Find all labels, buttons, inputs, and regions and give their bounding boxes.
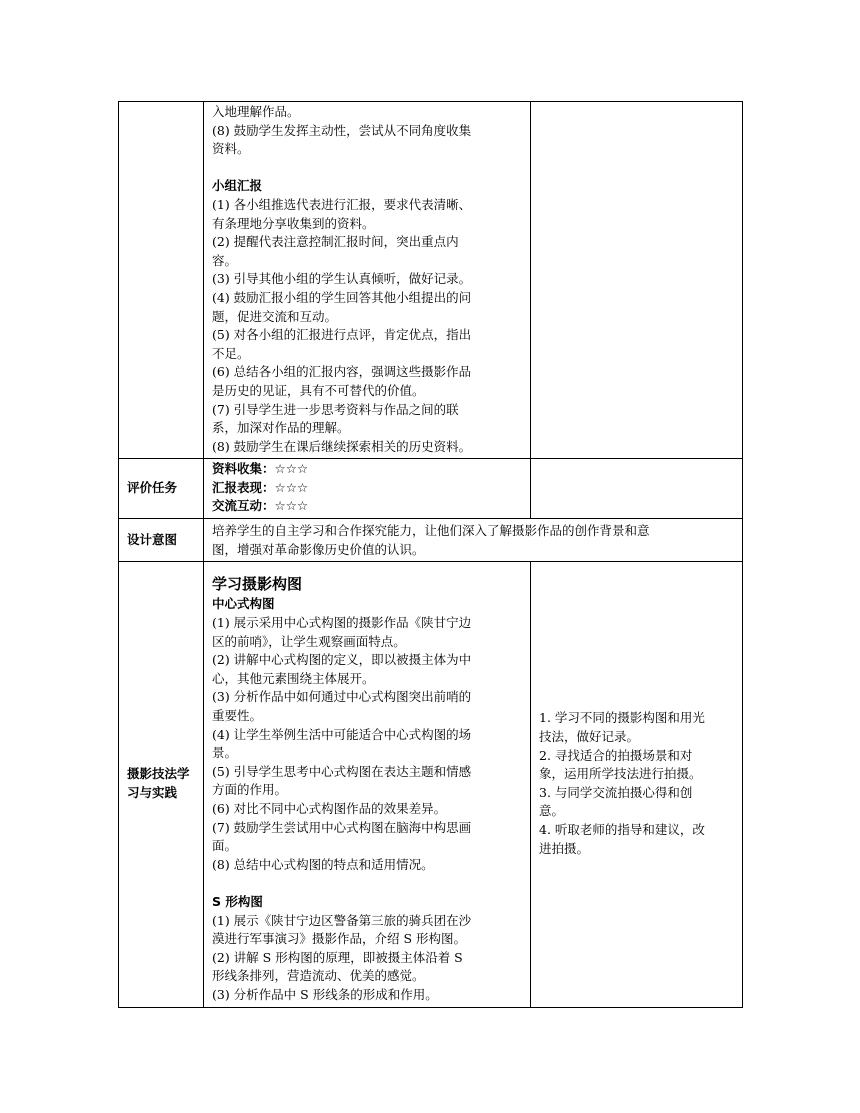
evaluation-row <box>119 459 743 519</box>
student-activity-item: 4. 听取老师的指导和建议，改 <box>539 822 705 838</box>
s-composition-heading: S 形构图 <box>212 893 263 909</box>
center-item: (6) 对比不同中心式构图作品的效果差异。 <box>212 801 447 816</box>
report-item: 不足。 <box>212 345 250 361</box>
evaluation-item <box>212 460 522 479</box>
report-item: 系，加深对作品的理解。 <box>212 420 350 436</box>
center-item: (4) 让学生举例生活中可能适合中心式构图的场 <box>212 726 472 742</box>
text-line: (8) 鼓励学生发挥主动性，尝试从不同角度收集 <box>212 122 472 138</box>
section-title: 学习摄影构图 <box>212 575 303 594</box>
evaluation-item <box>212 479 522 498</box>
design-label: 设计意图 <box>119 519 204 562</box>
practice-label <box>119 562 204 1007</box>
report-item: (4) 鼓励汇报小组的学生回答其他小组提出的问 <box>212 289 472 305</box>
center-item: (2) 讲解中心式构图的定义，即以被摄主体为中 <box>212 652 472 668</box>
practice-label-line: 摄影技法学 <box>127 766 190 782</box>
practice-label-line: 习与实践 <box>127 785 178 800</box>
report-item: (8) 鼓励学生在课后继续探索相关的历史资料。 <box>212 438 472 454</box>
s-item: 形线条排列，营造流动、优美的感觉。 <box>212 968 425 984</box>
report-item: 题，促进交流和互动。 <box>212 308 338 324</box>
report-item: (7) 引导学生进一步思考资料与作品之间的联 <box>212 401 459 417</box>
group-report-heading: 小组汇报 <box>212 178 263 194</box>
design-row <box>119 519 743 562</box>
center-item: 面。 <box>212 838 238 854</box>
student-activity-item: 1. 学习不同的摄影构图和用光 <box>539 710 705 726</box>
center-item: (1) 展示采用中心式构图的摄影作品《陕甘宁边 <box>212 615 472 631</box>
design-line: 图，增强对革命影像历史价值的认识。 <box>212 541 425 557</box>
evaluation-item-name: 汇报表现： <box>212 479 275 495</box>
report-item: 容。 <box>212 252 238 268</box>
evaluation-item <box>212 497 522 516</box>
s-item: (3) 分析作品中 S 形线条的形成和作用。 <box>212 986 438 1002</box>
rating-stars: ☆☆☆ <box>274 461 309 477</box>
s-item: (1) 展示《陕甘宁边区警备第三旅的骑兵团在沙 <box>212 912 472 928</box>
lesson-plan-table <box>118 101 743 1008</box>
center-item: 方面的作用。 <box>212 782 288 798</box>
rating-stars: ☆☆☆ <box>274 498 309 514</box>
continued-label-cell <box>119 102 204 459</box>
report-item: 是历史的见证，具有不可替代的价值。 <box>212 382 425 398</box>
evaluation-content-cell <box>204 459 531 519</box>
student-activity-item: 进拍摄。 <box>539 840 590 856</box>
student-activity-item: 3. 与同学交流拍摄心得和创 <box>539 784 693 800</box>
report-item: (1) 各小组推选代表进行汇报，要求代表清晰、 <box>212 196 472 212</box>
center-item: (7) 鼓励学生尝试用中心式构图在脑海中构思画 <box>212 819 472 835</box>
report-item: 有条理地分享收集到的资料。 <box>212 215 375 231</box>
continued-row <box>119 102 743 459</box>
center-item: 景。 <box>212 745 238 761</box>
practice-student-cell <box>531 562 743 1007</box>
report-item: (5) 对各小组的汇报进行点评，肯定优点，指出 <box>212 327 472 343</box>
evaluation-student-cell <box>531 459 743 519</box>
center-item: 心，其他元素围绕主体展开。 <box>212 670 375 686</box>
center-item: 区的前哨》，让学生观察画面特点。 <box>212 633 406 649</box>
s-item: (2) 讲解 S 形构图的原理，即被摄主体沿着 S <box>212 949 463 965</box>
report-item: (6) 总结各小组的汇报内容，强调这些摄影作品 <box>212 364 472 380</box>
center-item: (5) 引导学生思考中心式构图在表达主题和情感 <box>212 763 472 779</box>
center-item: (8) 总结中心式构图的特点和适用情况。 <box>212 856 434 872</box>
center-item: (3) 分析作品中如何通过中心式构图突出前哨的 <box>212 689 472 705</box>
rating-stars: ☆☆☆ <box>274 479 309 495</box>
evaluation-label: 评价任务 <box>119 459 204 519</box>
center-composition-heading: 中心式构图 <box>212 596 275 612</box>
evaluation-item-name: 资料收集： <box>212 461 275 477</box>
center-item: 重要性。 <box>212 708 263 724</box>
continued-content-cell <box>204 102 531 459</box>
student-activity-item: 技法，做好记录。 <box>539 729 640 745</box>
text-line: 资料。 <box>212 141 250 157</box>
practice-row <box>119 562 743 1007</box>
practice-content-cell <box>204 562 531 1007</box>
student-activity-item: 象，运用所学技法进行拍摄。 <box>539 766 702 782</box>
design-content-cell <box>204 519 743 562</box>
evaluation-item-name: 交流互动： <box>212 498 275 514</box>
report-item: (2) 提醒代表注意控制汇报时间，突出重点内 <box>212 234 459 250</box>
design-line: 培养学生的自主学习和合作探究能力，让他们深入了解摄影作品的创作背景和意 <box>212 523 650 539</box>
s-item: 漠进行军事演习》摄影作品，介绍 S 形构图。 <box>212 931 467 947</box>
student-activity-item: 意。 <box>539 803 565 819</box>
text-line: 入地理解作品。 <box>212 104 300 119</box>
report-item: (3) 引导其他小组的学生认真倾听，做好记录。 <box>212 271 472 287</box>
student-activity-item: 2. 寻找适合的拍摄场景和对 <box>539 747 693 763</box>
continued-student-cell <box>531 102 743 459</box>
